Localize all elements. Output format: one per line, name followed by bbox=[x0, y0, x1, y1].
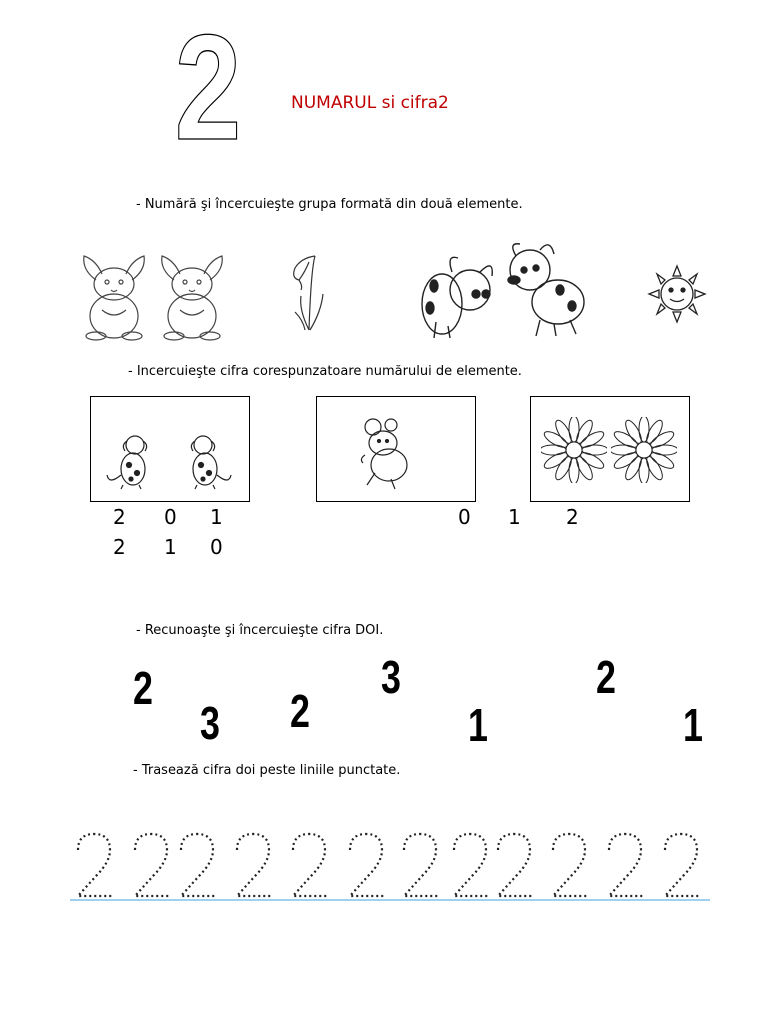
dotted-digit-two[interactable] bbox=[601, 828, 651, 902]
snowdrop-icon bbox=[285, 250, 330, 332]
page-title: NUMARUL si cifra2 bbox=[291, 93, 449, 113]
dalmatian-icon bbox=[183, 431, 233, 491]
dotted-digit-two[interactable] bbox=[490, 828, 540, 902]
scattered-digit[interactable]: 2 bbox=[596, 651, 616, 703]
choice-row-box2 bbox=[113, 535, 223, 559]
dotted-digit-two[interactable] bbox=[70, 828, 120, 902]
choice-digit[interactable]: 2 bbox=[113, 535, 126, 559]
dotted-digit-two[interactable] bbox=[173, 828, 223, 902]
choice-row-box1 bbox=[113, 505, 223, 529]
scattered-digit[interactable]: 1 bbox=[468, 699, 488, 751]
outline-digit-two bbox=[168, 14, 248, 144]
exercise-4-instruction: - Trasează cifra doi peste liniile punctate. bbox=[133, 763, 401, 778]
daisy-icon bbox=[611, 417, 677, 483]
choice-digit[interactable]: 1 bbox=[210, 505, 223, 529]
picture-box-mouse bbox=[316, 396, 476, 502]
dotted-digit-two[interactable] bbox=[229, 828, 279, 902]
dotted-digit-two[interactable] bbox=[657, 828, 707, 902]
dotted-digit-two[interactable] bbox=[285, 828, 335, 902]
choice-digit[interactable]: 2 bbox=[113, 505, 126, 529]
choice-digit[interactable]: 0 bbox=[458, 505, 471, 529]
choice-digit[interactable]: 1 bbox=[508, 505, 521, 529]
exercise-3-instruction: - Recunoaşte şi încercuieşte cifra DOI. bbox=[136, 623, 384, 638]
dog-icon bbox=[500, 240, 590, 340]
exercise-1-instruction: - Numără şi încercuieşte grupa formată din două elemente. bbox=[136, 197, 523, 212]
dotted-digit-two[interactable] bbox=[545, 828, 595, 902]
dotted-digit-two[interactable] bbox=[446, 828, 496, 902]
svg-text:2: 2 bbox=[174, 14, 242, 144]
baseline bbox=[70, 899, 710, 901]
dog-icon bbox=[418, 246, 500, 342]
dotted-digit-two[interactable] bbox=[342, 828, 392, 902]
picture-box-daisies bbox=[530, 396, 690, 502]
scattered-digit[interactable]: 2 bbox=[133, 662, 153, 714]
bunny-icon bbox=[78, 250, 150, 342]
choice-digit[interactable]: 1 bbox=[164, 535, 177, 559]
choice-digit[interactable]: 2 bbox=[566, 505, 579, 529]
dalmatian-icon bbox=[105, 431, 155, 491]
scattered-digit[interactable]: 3 bbox=[200, 697, 220, 749]
daisy-icon bbox=[541, 417, 607, 483]
bunny-icon bbox=[156, 250, 228, 342]
mouse-icon bbox=[355, 415, 411, 491]
scattered-digit[interactable]: 2 bbox=[290, 685, 310, 737]
dotted-digit-two[interactable] bbox=[127, 828, 177, 902]
picture-box-dalmatians bbox=[90, 396, 250, 502]
choice-digit[interactable]: 0 bbox=[210, 535, 223, 559]
exercise-2-instruction: - Incercuieşte cifra corespunzatoare numărului de elemente. bbox=[128, 364, 522, 379]
choice-digit[interactable]: 0 bbox=[164, 505, 177, 529]
dotted-digit-two[interactable] bbox=[396, 828, 446, 902]
scattered-digit[interactable]: 3 bbox=[381, 651, 401, 703]
choice-row-box3 bbox=[458, 505, 579, 529]
scattered-digit[interactable]: 1 bbox=[683, 699, 703, 751]
sun-icon bbox=[645, 262, 709, 326]
